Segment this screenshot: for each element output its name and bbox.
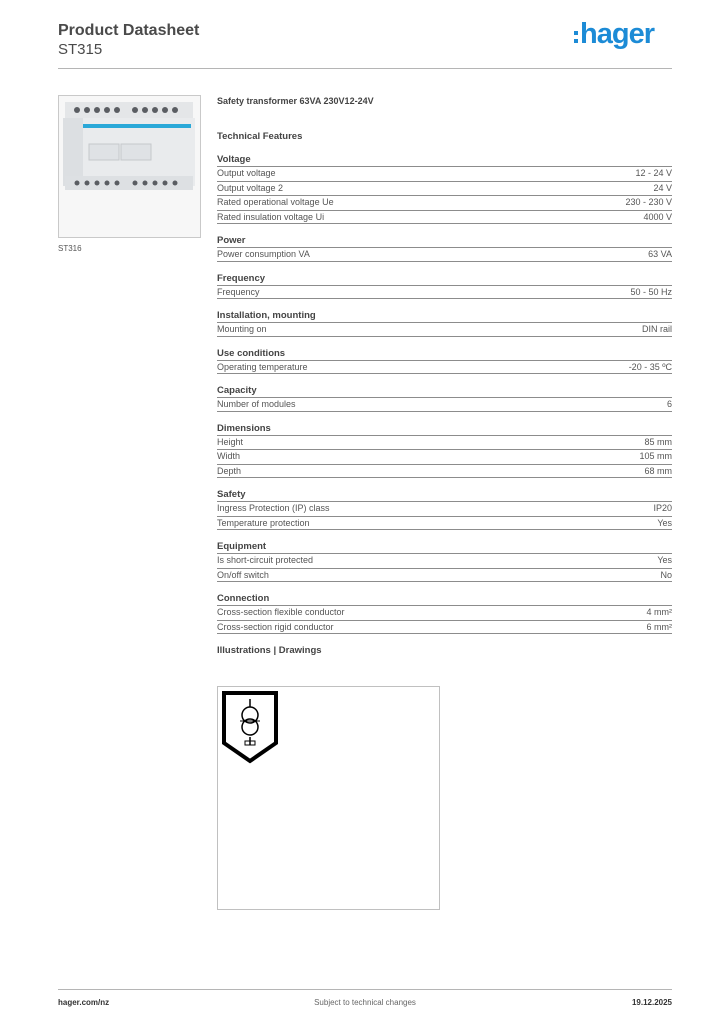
spec-label: Mounting on bbox=[217, 324, 267, 334]
spec-value: 12 - 24 V bbox=[635, 168, 672, 178]
header-divider bbox=[58, 68, 672, 69]
spec-label: Height bbox=[217, 436, 244, 447]
spec-row bbox=[217, 516, 672, 531]
spec-label: Power consumption VA bbox=[217, 249, 310, 259]
section-title: Use conditions bbox=[217, 347, 286, 359]
spec-row bbox=[217, 285, 672, 300]
feature-section bbox=[217, 489, 672, 530]
spec-value: 63 VA bbox=[648, 249, 672, 259]
spec-value: 230 - 230 V bbox=[625, 197, 672, 207]
spec-value: 4000 V bbox=[643, 211, 672, 222]
feature-section bbox=[217, 423, 672, 479]
spec-label: Ingress Protection (IP) class bbox=[217, 503, 330, 513]
footer-disclaimer: Subject to technical changes bbox=[314, 998, 416, 1007]
spec-label: Operating temperature bbox=[217, 361, 308, 372]
spec-value: 68 mm bbox=[644, 465, 672, 476]
spec-label: Depth bbox=[217, 465, 242, 476]
illustrations-title: Illustrations | Drawings bbox=[217, 645, 322, 656]
spec-row bbox=[217, 464, 672, 479]
section-title: Dimensions bbox=[217, 422, 271, 434]
logo-text: hager bbox=[580, 18, 654, 50]
feature-section bbox=[217, 385, 672, 412]
image-caption: ST316 bbox=[58, 244, 82, 253]
section-title: Capacity bbox=[217, 385, 257, 396]
spec-value: 50 - 50 Hz bbox=[630, 286, 672, 297]
spec-label: Rated insulation voltage Ui bbox=[217, 211, 325, 222]
feature-section bbox=[217, 593, 672, 634]
spec-value: 105 mm bbox=[639, 451, 672, 461]
spec-label: Output voltage bbox=[217, 168, 276, 178]
product-description: Safety transformer 63VA 230V12-24V bbox=[217, 96, 374, 106]
feature-section bbox=[217, 541, 672, 582]
footer-website-link[interactable]: hager.com/nz bbox=[58, 998, 110, 1007]
spec-label: Width bbox=[217, 451, 241, 461]
spec-value: -20 - 35 ºC bbox=[628, 361, 672, 372]
page-header bbox=[58, 18, 672, 59]
spec-value: 6 mm² bbox=[646, 621, 672, 632]
section-title: Voltage bbox=[217, 154, 251, 165]
section-title: Power bbox=[217, 235, 246, 246]
spec-value: Yes bbox=[657, 555, 672, 565]
spec-row bbox=[217, 181, 672, 196]
footer-date: 19.12.2025 bbox=[631, 998, 672, 1007]
spec-label: Cross-section flexible conductor bbox=[217, 607, 345, 617]
spec-value: 24 V bbox=[653, 182, 672, 193]
section-title: Frequency bbox=[217, 272, 266, 284]
section-title: Safety bbox=[217, 489, 246, 500]
spec-value: 6 bbox=[666, 399, 672, 409]
spec-value: 85 mm bbox=[644, 436, 672, 447]
spec-label: Temperature protection bbox=[217, 517, 310, 528]
spec-row bbox=[217, 397, 672, 412]
feature-section bbox=[217, 154, 672, 224]
spec-label: On/off switch bbox=[217, 569, 269, 580]
feature-section bbox=[217, 348, 672, 375]
spec-row bbox=[217, 210, 672, 225]
product-image bbox=[58, 95, 201, 238]
spec-label: Frequency bbox=[217, 286, 260, 297]
spec-value: 4 mm² bbox=[646, 607, 672, 617]
spec-row bbox=[217, 501, 672, 516]
document-title: Product Datasheet bbox=[58, 22, 200, 39]
spec-row bbox=[217, 605, 672, 620]
feature-sections bbox=[217, 154, 672, 634]
spec-row bbox=[217, 195, 672, 210]
spec-row bbox=[217, 322, 672, 337]
spec-row bbox=[217, 435, 672, 450]
product-code: ST315 bbox=[58, 41, 103, 58]
spec-label: Rated operational voltage Ue bbox=[217, 197, 334, 207]
spec-row bbox=[217, 620, 672, 635]
section-title: Connection bbox=[217, 593, 270, 604]
spec-label: Output voltage 2 bbox=[217, 182, 284, 193]
spec-row bbox=[217, 166, 672, 181]
spec-row bbox=[217, 247, 672, 262]
spec-row bbox=[217, 449, 672, 464]
section-title: Installation, mounting bbox=[217, 310, 316, 321]
spec-value: IP20 bbox=[653, 503, 672, 513]
spec-row bbox=[217, 568, 672, 583]
logo-dots-icon bbox=[574, 31, 578, 43]
footer-divider bbox=[58, 989, 672, 990]
spec-value: No bbox=[660, 569, 672, 580]
spec-label: Cross-section rigid conductor bbox=[217, 621, 334, 632]
technical-features-title: Technical Features bbox=[217, 131, 303, 142]
spec-label: Is short-circuit protected bbox=[217, 555, 314, 565]
illustration-box bbox=[217, 686, 440, 910]
spec-value: Yes bbox=[657, 517, 672, 528]
feature-section bbox=[217, 235, 672, 262]
spec-row bbox=[217, 360, 672, 375]
feature-section bbox=[217, 310, 672, 337]
transformer-device-icon bbox=[59, 96, 200, 237]
safety-transformer-symbol-icon bbox=[220, 689, 280, 769]
section-title: Equipment bbox=[217, 541, 267, 552]
feature-section bbox=[217, 273, 672, 300]
spec-value: DIN rail bbox=[641, 324, 672, 334]
hager-logo[interactable] bbox=[574, 19, 654, 49]
spec-row bbox=[217, 553, 672, 568]
technical-content bbox=[217, 96, 672, 659]
spec-label: Number of modules bbox=[217, 399, 296, 409]
